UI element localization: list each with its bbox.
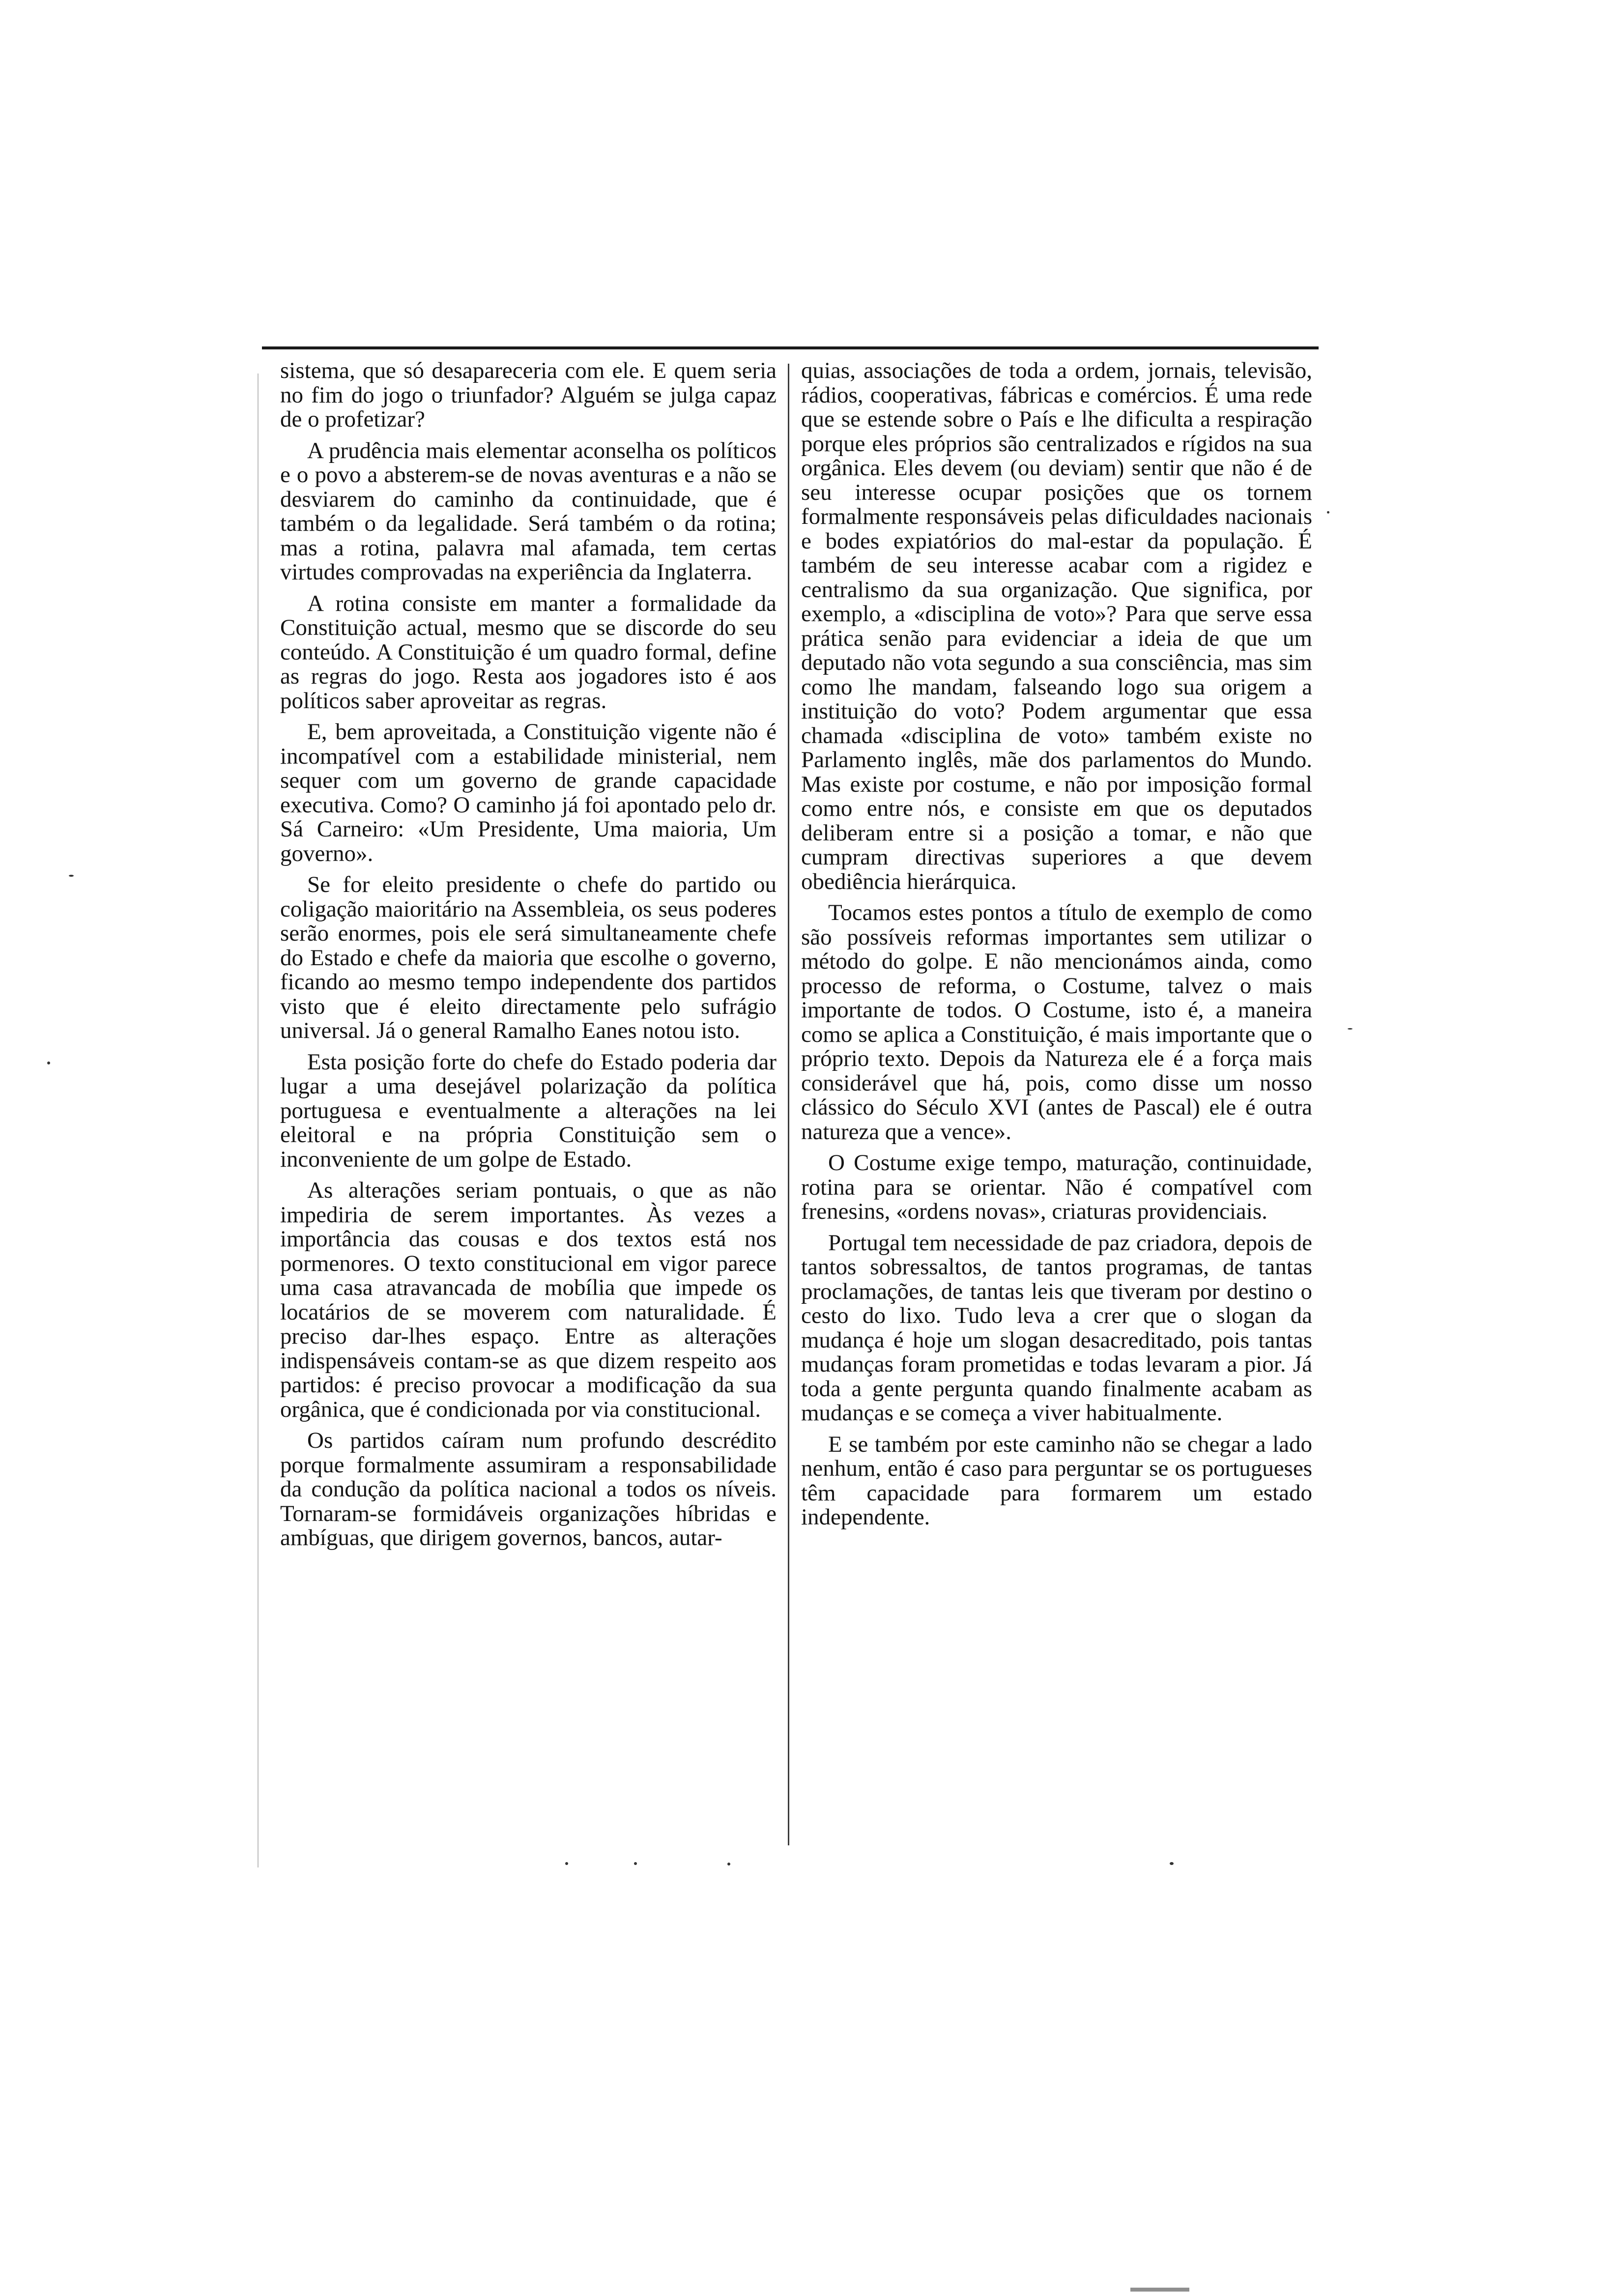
- paragraph: Portugal tem necessidade de paz criadora, depois de tantos sobressaltos, de tantos programas, de tantas proclamações, de tantas leis que tiveram por destino o cesto do lixo. Tudo leva a crer que o slogan da mudança é hoje um slogan desacreditado, pois tantas mudanças foram prometidas e todas levaram a pior. Já toda a gente pergunta quando finalmente acabam as mudanças e se começa a viver habitualmente.: [801, 1230, 1312, 1426]
- column-divider: [788, 364, 789, 1845]
- right-column: [801, 359, 1312, 1537]
- paragraph: E, bem aproveitada, a Constituição vigente não é incompatível com a estabilidade ministerial, nem sequer com um governo de grande capacidade executiva. Como? O caminho já foi apontado pelo dr. Sá Carneiro: «Um Presidente, Uma maioria, Um governo».: [280, 719, 777, 866]
- left-column: [280, 359, 777, 1557]
- scan-speck: [69, 875, 74, 877]
- paragraph: Os partidos caíram num profundo descrédito porque formalmente assumiram a responsabilidade da condução da política nacional a todos os níveis. Tornaram-se formidáveis organizações híbridas e ambíguas, que dirigem governos, bancos, autar-: [280, 1428, 777, 1550]
- scan-speck: [634, 1862, 637, 1865]
- top-rule: [262, 346, 1319, 349]
- scan-speck: [1348, 1028, 1353, 1030]
- scan-artifact: [1130, 2288, 1189, 2292]
- scan-speck: [727, 1863, 730, 1866]
- paragraph: O Costume exige tempo, maturação, continuidade, rotina para se orientar. Não é compatível com frenesins, «ordens novas», criaturas providenciais.: [801, 1150, 1312, 1224]
- paragraph: E se também por este caminho não se chegar a lado nenhum, então é caso para perguntar se os portugueses têm capacidade para formarem um estado independente.: [801, 1431, 1312, 1530]
- paragraph: sistema, que só desapareceria com ele. E quem seria no fim do jogo o triunfador? Alguém se julga capaz de o profetizar?: [280, 358, 777, 432]
- left-margin-line: [258, 373, 259, 1867]
- paragraph: A prudência mais elementar aconselha os políticos e o povo a absterem-se de novas aventuras e a não se desviarem do caminho da continuidade, que é também o da legalidade. Será também o da rotina; mas a rotina, palavra mal afamada, tem certas virtudes comprovadas na experiência da Inglaterra.: [280, 437, 777, 585]
- paragraph: As alterações seriam pontuais, o que as não impediria de serem importantes. Às vezes a importância das cousas e dos textos está nos pormenores. O texto constitucional em vigor parece uma casa atravancada de mobília que impede os locatários de se moverem com naturalidade. É preciso dar-lhes espaço. Entre as alterações indispensáveis contam-se as que dizem respeito aos partidos: é preciso provocar a modificação da sua orgânica, que é condicionada por via constitucional.: [280, 1177, 777, 1422]
- scan-speck: [47, 1062, 50, 1064]
- paragraph: Esta posição forte do chefe do Estado poderia dar lugar a uma desejável polarização da política portuguesa e eventualmente a alterações na lei eleitoral e na própria Constituição sem o inconveniente de um golpe de Estado.: [280, 1049, 777, 1172]
- scan-speck: [1170, 1862, 1174, 1865]
- scan-speck: [1327, 511, 1329, 514]
- paragraph: A rotina consiste em manter a formalidade da Constituição actual, mesmo que se discorde do seu conteúdo. A Constituição é um quadro formal, define as regras do jogo. Resta aos jogadores isto é aos políticos saber aproveitar as regras.: [280, 590, 777, 714]
- paragraph: Se for eleito presidente o chefe do partido ou coligação maioritário na Assembleia, os seus poderes serão enormes, pois ele será simultaneamente chefe do Estado e chefe da maioria que escolhe o governo, ficando ao mesmo tempo independente dos partidos visto que é eleito directamente pelo sufrágio universal. Já o general Ramalho Eanes notou isto.: [280, 872, 777, 1043]
- paragraph: quias, associações de toda a ordem, jornais, televisão, rádios, cooperativas, fábricas e comércios. É uma rede que se estende sobre o País e lhe dificulta a respiração porque eles próprios são centralizados e rígidos na sua orgânica. Eles devem (ou deviam) sentir que não é de seu interesse ocupar posições que os tornem formalmente responsáveis pelas dificuldades nacionais e bodes expiatórios do mal-estar da população. É também de seu interesse acabar com a rigidez e centralismo da sua organização. Que significa, por exemplo, a «disciplina de voto»? Para que serve essa prática senão para evidenciar a ideia de que um deputado não vota segundo a sua consciência, mas sim como lhe mandam, falseando logo sua origem a instituição do voto? Podem argumentar que essa chamada «disciplina de voto» também existe no Parlamento inglês, mãe dos parlamentos do Mundo. Mas existe por costume, e não por imposição formal como entre nós, e consiste em que os deputados deliberam entre si a posição a tomar, e não que cumpram directivas superiores a que devem obediência hierárquica.: [801, 358, 1312, 894]
- paragraph: Tocamos estes pontos a título de exemplo de como são possíveis reformas importantes sem utilizar o método do golpe. E não mencionámos ainda, como processo de reforma, o Costume, talvez o mais importante de todos. O Costume, isto é, a maneira como se aplica a Constituição, é mais importante que o próprio texto. Depois da Natureza ele é a força mais considerável que há, pois, como disse um nosso clássico do Século XVI (antes de Pascal) ele é outra natureza que a vence».: [801, 900, 1312, 1145]
- scan-speck: [565, 1862, 568, 1865]
